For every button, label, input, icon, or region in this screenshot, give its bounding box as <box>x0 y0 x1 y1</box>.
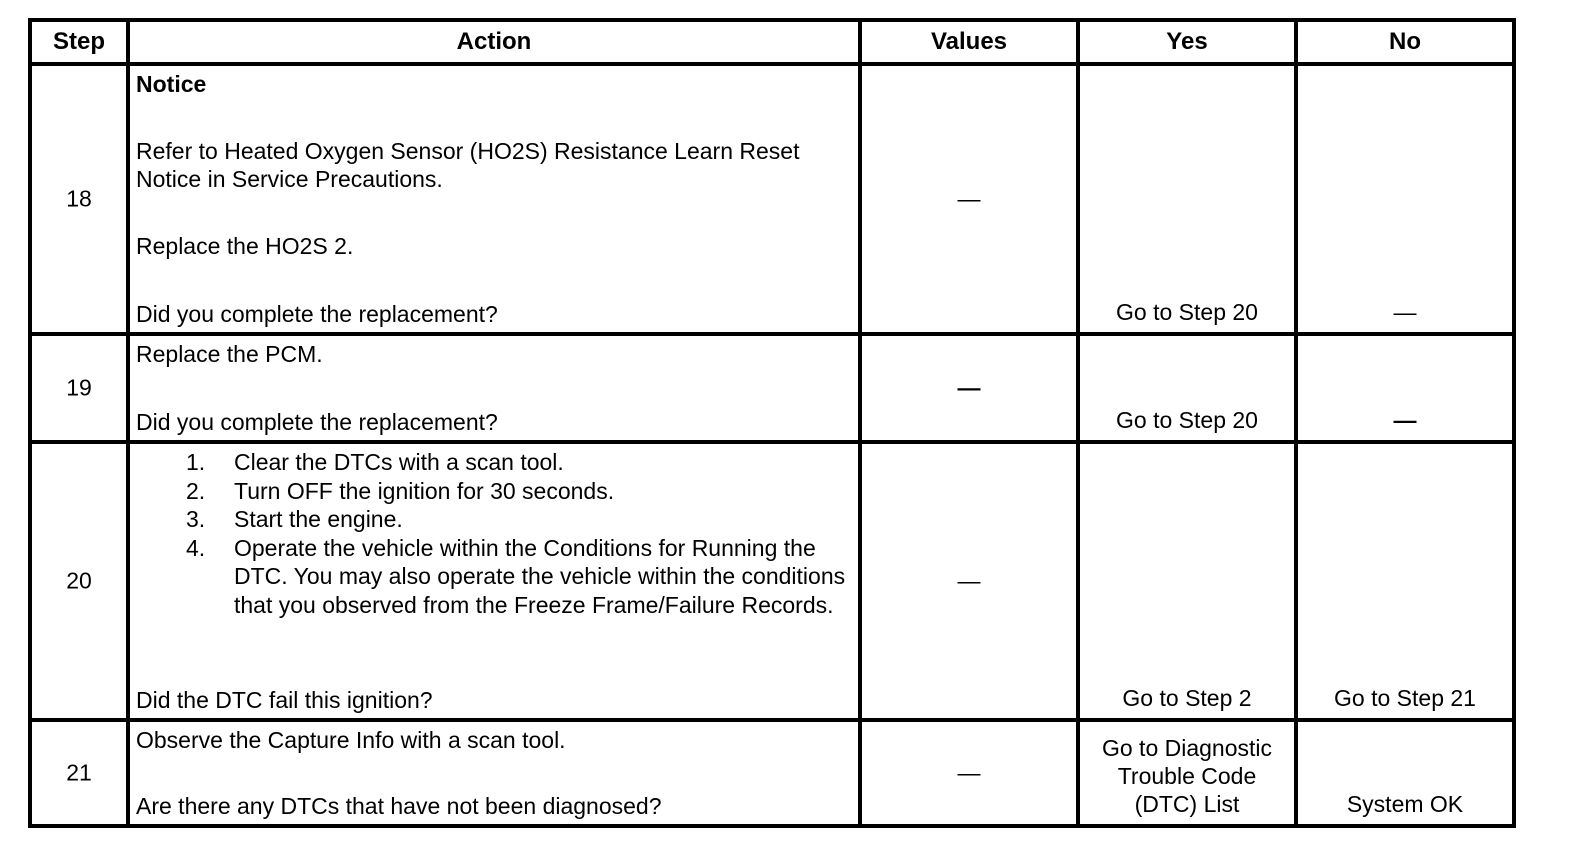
notice-text-line-1: Refer to Heated Oxygen Sensor (HO2S) Resistance Learn Reset <box>136 137 800 164</box>
action-cell <box>130 66 862 332</box>
question-text: Are there any DTCs that have not been diagnosed? <box>136 793 662 819</box>
step-number: 21 <box>66 759 92 786</box>
no-cell <box>1298 444 1512 718</box>
action-cell <box>130 336 862 440</box>
table-row-step-21 <box>32 722 1512 824</box>
no-cell <box>1298 722 1512 824</box>
question-text: Did you complete the replacement? <box>136 301 498 327</box>
yes-line-3: (DTC) List <box>1134 791 1240 817</box>
list-item: 2. Turn OFF the ignition for 30 seconds. <box>186 477 615 504</box>
yes-line-2: Trouble Code <box>1117 763 1257 789</box>
header-no: No <box>1389 28 1421 55</box>
header-action: Action <box>130 22 862 62</box>
yes-link[interactable]: Go to Step 20 <box>1116 299 1258 325</box>
yes-cell <box>1080 722 1298 824</box>
values-cell <box>862 722 1080 824</box>
step-number: 20 <box>66 567 92 594</box>
no-text: System OK <box>1346 791 1464 817</box>
values-dash: — <box>957 759 981 786</box>
table-header-row <box>32 22 1512 66</box>
list-item: 4. Operate the vehicle within the Conditions for Running the DTC. You may also operate the vehicle within the conditions that you observed from the Freeze Frame/Failure Records. <box>186 534 846 618</box>
question-text: Did the DTC fail this ignition? <box>136 687 433 713</box>
table-row-step-19 <box>32 336 1512 444</box>
step-number: 18 <box>66 185 92 212</box>
notice-title: Notice <box>136 71 207 97</box>
no-dash: — <box>1393 299 1417 325</box>
table-row-step-18 <box>32 66 1512 336</box>
step-cell <box>32 444 130 718</box>
header-values: Values <box>862 22 1080 62</box>
action-cell <box>130 722 862 824</box>
step-cell <box>32 722 130 824</box>
yes-cell <box>1080 444 1298 718</box>
values-cell <box>862 66 1080 332</box>
question-text: Did you complete the replacement? <box>136 409 498 435</box>
values-cell <box>862 336 1080 440</box>
values-dash: — <box>957 374 981 401</box>
table-row-step-20 <box>32 444 1512 722</box>
header-step: Step <box>32 22 130 62</box>
instruction-text: Observe the Capture Info with a scan tool. <box>136 727 566 753</box>
header-yes: Yes <box>1080 22 1298 62</box>
yes-line-1: Go to Diagnostic <box>1101 735 1273 761</box>
action-cell <box>130 444 862 718</box>
yes-link[interactable]: Go to Step 2 <box>1122 685 1252 711</box>
list-item: 3. Start the engine. <box>186 506 403 532</box>
step-cell <box>32 66 130 332</box>
list-item: 1. Clear the DTCs with a scan tool. <box>186 449 564 475</box>
instruction-text: Replace the PCM. <box>136 341 323 367</box>
values-dash: — <box>957 567 981 594</box>
no-cell <box>1298 336 1512 440</box>
values-cell <box>862 444 1080 718</box>
yes-cell <box>1080 336 1298 440</box>
notice-text-line-2: Notice in Service Precautions. <box>136 166 443 192</box>
yes-link[interactable]: Go to Step 20 <box>1116 407 1258 433</box>
no-cell <box>1298 66 1512 332</box>
step-number: 19 <box>66 374 92 401</box>
no-link[interactable]: Go to Step 21 <box>1334 685 1476 711</box>
values-dash: — <box>957 185 981 212</box>
yes-link[interactable] <box>1080 734 1294 818</box>
yes-cell <box>1080 66 1298 332</box>
no-dash: — <box>1393 407 1417 433</box>
procedure-list <box>136 448 852 619</box>
diagnostic-table <box>28 18 1516 828</box>
step-cell <box>32 336 130 440</box>
instruction-text: Replace the HO2S 2. <box>136 232 354 259</box>
